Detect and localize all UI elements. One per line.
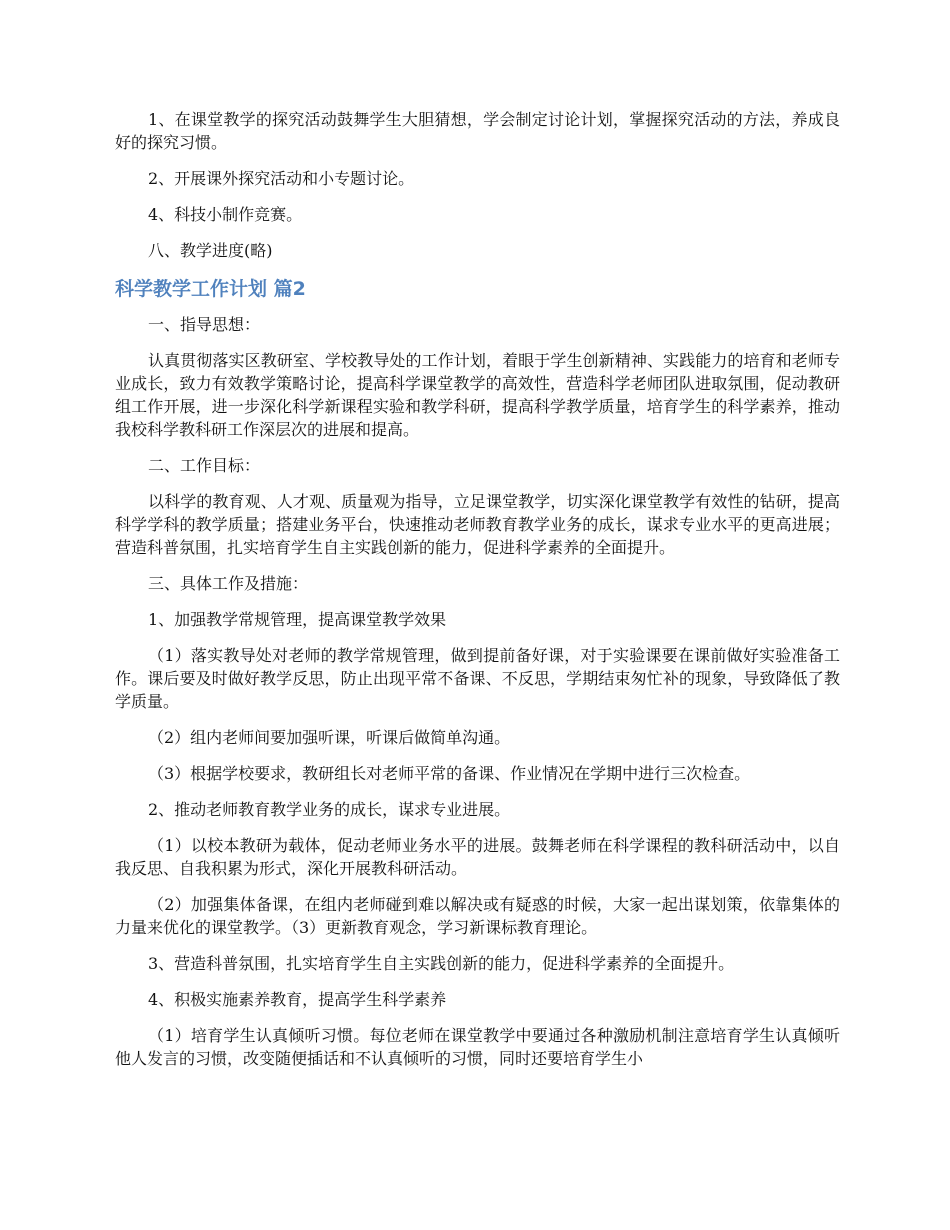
paragraph: 八、教学进度(略)	[148, 241, 273, 260]
paragraph: （2）组内老师间要加强听课，听课后做简单沟通。	[148, 728, 511, 747]
paragraph: 认真贯彻落实区教研室、学校教导处的工作计划，着眼于学生创新精神、实践能力的培育和老师专业成长，致力有效教学策略讨论，提高科学课堂教学的高效性，营造科学老师团队进取氛围，促动教研组工作开展，进一步深化科学新课程实验和教学科研，提高科学教学质量，培育学生的科学素养，推动我校科学教科研工作深层次的进展和提高。	[115, 351, 840, 439]
paragraph: 2、推动老师教育教学业务的成长，谋求专业进展。	[148, 800, 511, 819]
paragraph: （1）落实教导处对老师的教学常规管理，做到提前备好课，对于实验课要在课前做好实验准备工作。课后要及时做好教学反思，防止出现平常不备课、不反思，学期结束匆忙补的现象，导致降低了教学质量。	[115, 646, 840, 711]
paragraph: 二、工作目标：	[148, 456, 261, 475]
paragraph: （1）以校本教研为载体，促动老师业务水平的进展。鼓舞老师在科学课程的教科研活动中，以自我反思、自我积累为形式，深化开展教科研活动。	[115, 836, 840, 878]
paragraph: 4、积极实施素养教育，提高学生科学素养	[148, 990, 447, 1009]
paragraph: 1、在课堂教学的探究活动鼓舞学生大胆猜想，学会制定讨论计划，掌握探究活动的方法，养成良好的探究习惯。	[115, 110, 840, 152]
paragraph: （1）培育学生认真倾听习惯。每位老师在课堂教学中要通过各种激励机制注意培育学生认真倾听他人发言的习惯，改变随便插话和不认真倾听的习惯，同时还要培育学生小	[115, 1026, 840, 1068]
document-page	[115, 108, 840, 1083]
paragraph: 三、具体工作及措施：	[148, 574, 309, 593]
paragraph: 以科学的教育观、人才观、质量观为指导，立足课堂教学，切实深化课堂教学有效性的钻研，提高科学学科的教学质量；搭建业务平台，快速推动老师教育教学业务的成长，谋求专业水平的更高进展；营造科普氛围，扎实培育学生自主实践创新的能力，促进科学素养的全面提升。	[115, 492, 840, 557]
paragraph: 4、科技小制作竞赛。	[148, 205, 303, 224]
paragraph: 一、指导思想：	[148, 315, 261, 334]
section-heading: 科学教学工作计划 篇2	[115, 278, 306, 300]
paragraph: （3）根据学校要求，教研组长对老师平常的备课、作业情况在学期中进行三次检查。	[148, 764, 751, 783]
paragraph: 2、开展课外探究活动和小专题讨论。	[148, 169, 415, 188]
paragraph: （2）加强集体备课，在组内老师碰到难以解决或有疑惑的时候，大家一起出谋划策，依靠集体的力量来优化的课堂教学。（3）更新教育观念，学习新课标教育理论。	[115, 895, 840, 937]
paragraph: 1、加强教学常规管理，提高课堂教学效果	[148, 610, 447, 629]
paragraph: 3、营造科普氛围，扎实培育学生自主实践创新的能力，促进科学素养的全面提升。	[148, 954, 735, 973]
